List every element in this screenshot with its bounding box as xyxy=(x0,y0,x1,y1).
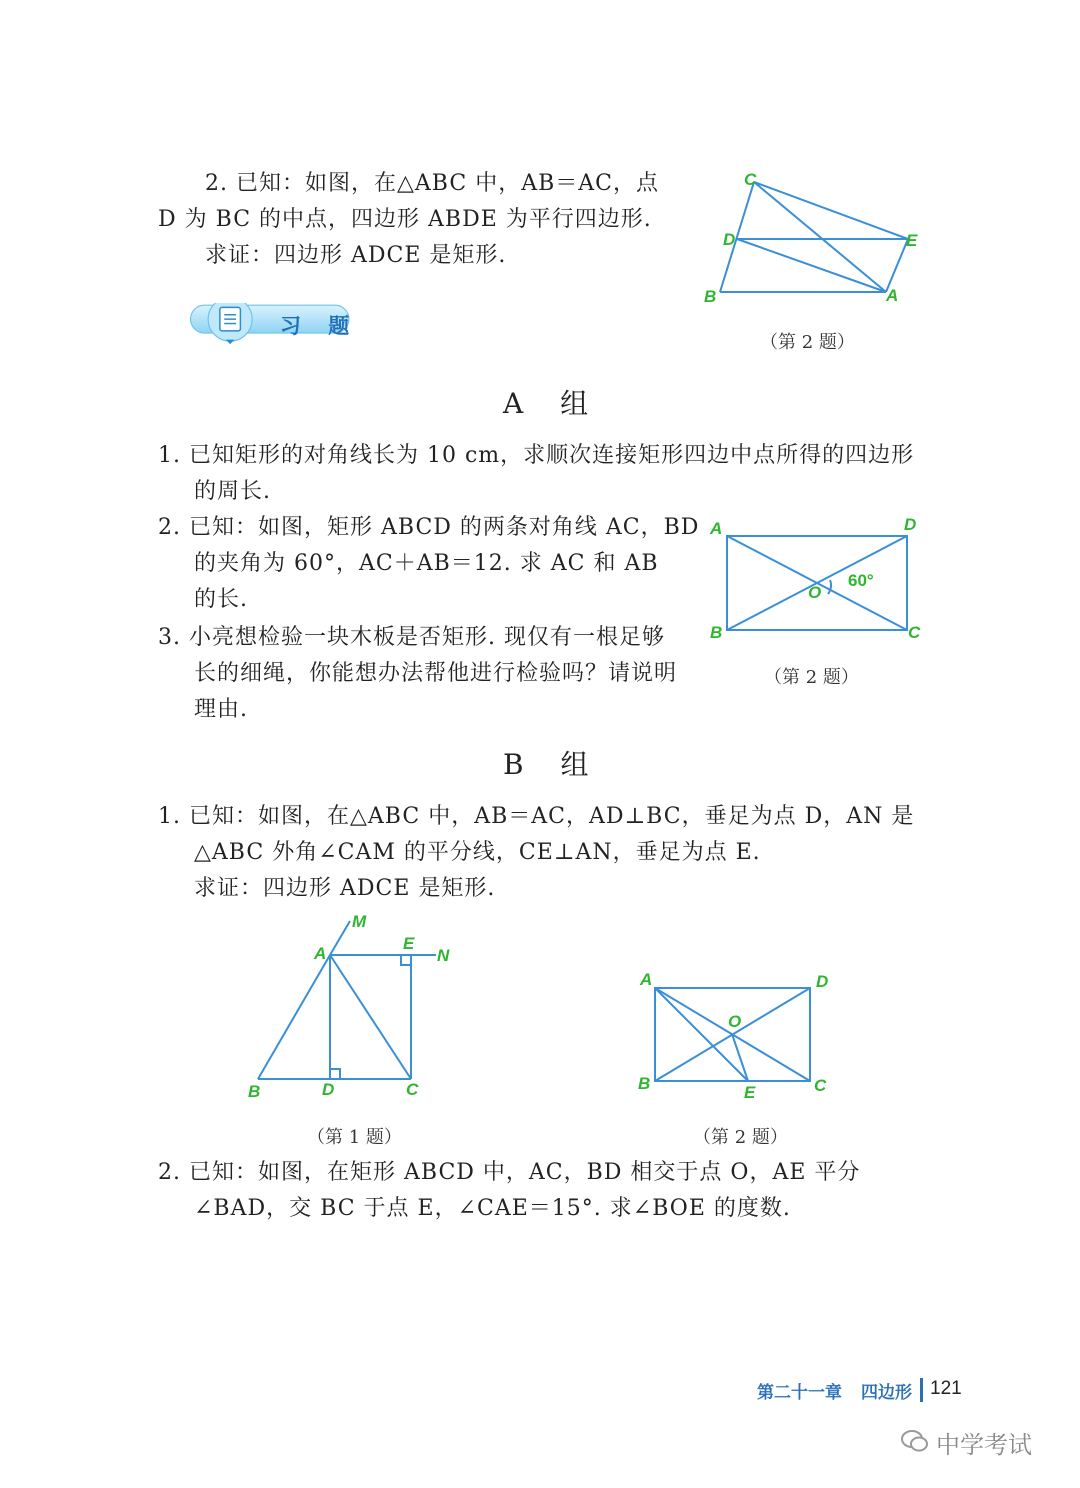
footer-section: 四边形 xyxy=(861,1383,912,1402)
group-a-q1-line1: 1. 已知矩形的对角线长为 10 cm，求顺次连接矩形四边中点所得的四边形 xyxy=(158,443,915,468)
label-A: A xyxy=(640,970,653,989)
group-a-q2-line3: 的长. xyxy=(194,587,248,612)
exercise2-line2: D 为 BC 的中点，四边形 ABDE 为平行四边形. xyxy=(158,207,652,232)
label-E: E xyxy=(744,1083,756,1102)
figure-parallelogram-abde xyxy=(690,165,940,315)
label-C: C xyxy=(744,170,757,189)
label-C: C xyxy=(406,1080,419,1099)
group-a-q3-line3: 理由. xyxy=(194,697,248,722)
group-b-q2-line1: 2. 已知：如图，在矩形 ABCD 中，AC，BD 相交于点 O，AE 平分 xyxy=(158,1160,861,1185)
exercise2-line3: 求证：四边形 ADCE 是矩形. xyxy=(205,243,507,268)
label-O: O xyxy=(728,1012,742,1031)
group-b-q1-line2: △ABC 外角∠CAM 的平分线，CE⊥AN，垂足为点 E. xyxy=(194,840,761,865)
page-number: 121 xyxy=(930,1378,962,1399)
footer-chapter: 第二十一章 xyxy=(757,1383,842,1402)
figure-rectangle-abcd-60 xyxy=(700,510,940,650)
figure-caption: （第 2 题） xyxy=(760,332,855,353)
label-D: D xyxy=(322,1080,335,1099)
figure-rectangle-abcd-aoe xyxy=(630,965,840,1105)
label-C: C xyxy=(814,1076,827,1095)
angle-label: 60° xyxy=(848,571,874,590)
group-b-q2-line2: ∠BAD，交 BC 于点 E，∠CAE＝15°. 求∠BOE 的度数. xyxy=(194,1196,791,1221)
group-b-title: B 组 xyxy=(503,748,603,781)
watermark-text: 中学考试 xyxy=(936,1431,1032,1459)
banner-label: 习 题 xyxy=(280,314,360,338)
label-D: D xyxy=(904,515,917,534)
label-D: D xyxy=(723,230,736,249)
group-b-q1-line1: 1. 已知：如图，在△ABC 中，AB＝AC，AD⊥BC，垂足为点 D，AN 是 xyxy=(158,804,915,829)
label-A: A xyxy=(710,519,723,538)
label-A: A xyxy=(314,944,327,963)
label-A: A xyxy=(886,286,899,305)
label-C: C xyxy=(908,623,921,642)
label-E: E xyxy=(906,231,918,250)
wechat-icon xyxy=(900,1428,930,1454)
label-B: B xyxy=(638,1074,651,1093)
group-a-q2-line2: 的夹角为 60°，AC＋AB＝12. 求 AC 和 AB xyxy=(194,551,659,576)
label-B: B xyxy=(704,287,717,306)
figure-caption: （第 2 题） xyxy=(764,667,859,688)
label-O: O xyxy=(808,583,822,602)
figure-caption: （第 2 题） xyxy=(693,1127,788,1148)
group-a-q2-line1: 2. 已知：如图，矩形 ABCD 的两条对角线 AC，BD xyxy=(158,515,700,540)
figure-caption: （第 1 题） xyxy=(307,1127,402,1148)
exercise2-line1: 2. 已知：如图，在△ABC 中，AB＝AC，点 xyxy=(205,171,659,196)
group-a-q3-line1: 3. 小亮想检验一块木板是否矩形. 现仅有一根足够 xyxy=(158,625,665,650)
label-D: D xyxy=(816,972,829,991)
label-M: M xyxy=(352,912,367,931)
group-a-title: A 组 xyxy=(503,387,603,420)
label-E: E xyxy=(403,934,415,953)
label-N: N xyxy=(437,946,450,965)
figure-triangle-abc-rectangle-adce xyxy=(240,905,470,1110)
label-B: B xyxy=(248,1082,261,1101)
group-b-q1-line3: 求证：四边形 ADCE 是矩形. xyxy=(194,876,496,901)
group-a-q1-line2: 的周长. xyxy=(194,479,271,504)
label-B: B xyxy=(710,623,723,642)
group-a-q3-line2: 长的细绳，你能想办法帮他进行检验吗？请说明 xyxy=(194,661,678,686)
footer-divider xyxy=(920,1378,923,1402)
